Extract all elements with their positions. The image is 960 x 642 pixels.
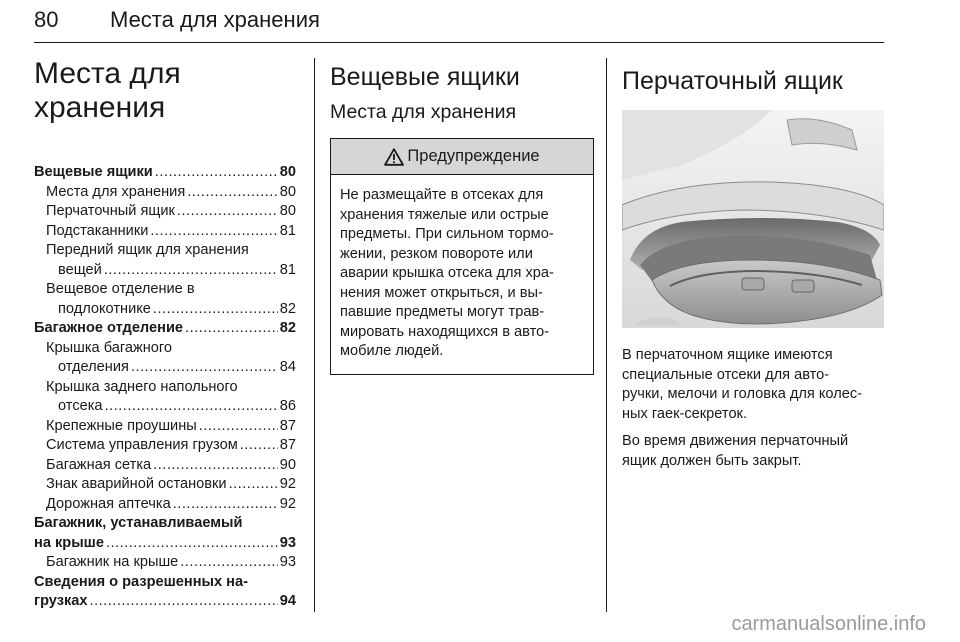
glovebox-column	[622, 66, 887, 471]
toc-entry-roof-rack-system[interactable]: Багажник, устанавливаемый на крыше ..... 93	[34, 514, 296, 553]
toc-entry-warning-triangle[interactable]: Знак аварийной остановки ..... 92	[34, 475, 296, 495]
warning-title: Предупреждение	[407, 147, 540, 165]
toc-entry-lashing-eyes[interactable]: Крепежные проушины ..... 87	[34, 417, 296, 437]
toc-entry-storage-places[interactable]: Места для хранения ..... 80	[34, 183, 296, 203]
warning-text: Не размещайте в отсеках для хранения тяжелые или острые предметы. При сильном тормо- жении, резком повороте или аварии крышка отсека для хра- нения может открыться, и вы- павшие предметы могут трав- мировать находящихся в авто- мобиле людей.	[340, 187, 554, 359]
chapter-title-line-2: хранения	[34, 91, 166, 124]
toc-entry-front-storage[interactable]: Передний ящик для хранения вещей ..... 81	[34, 241, 296, 280]
chapter-title-line-1: Места для	[34, 57, 181, 90]
page-number: 80	[34, 7, 59, 32]
toc-entry-load-cover[interactable]: Крышка багажного отделения ..... 84	[34, 339, 296, 378]
chapter-title	[34, 57, 296, 125]
toc-entry-first-aid-kit[interactable]: Дорожная аптечка ..... 92	[34, 495, 296, 515]
toc-entry-roof-rack[interactable]: Багажник на крыше ..... 93	[34, 553, 296, 573]
watermark: carmanualsonline.info	[731, 613, 926, 635]
chapter-contents-column	[34, 57, 296, 612]
warning-triangle-icon	[384, 148, 404, 166]
toc-entry-load-compartment[interactable]: Багажное отделение ..... 82	[34, 319, 296, 339]
column-divider-1	[314, 58, 315, 612]
toc-entry-storage-compartments[interactable]: Вещевые ящики ..... 80	[34, 163, 296, 183]
column-divider-2	[606, 58, 607, 612]
glovebox-paragraph-2: Во время движения перчаточный ящик должен быть закрыт.	[622, 433, 849, 469]
glovebox-paragraph-1: В перчаточном ящике имеются специальные отсеки для авто- ручки, мелочи и головка для колес- ных гаек-секреток.	[622, 347, 862, 422]
toc-entry-armrest-storage[interactable]: Вещевое отделение в подлокотнике ..... 82	[34, 280, 296, 319]
toc-entry-cargo-net[interactable]: Багажная сетка ..... 90	[34, 456, 296, 476]
toc-entry-glovebox[interactable]: Перчаточный ящик ..... 80	[34, 202, 296, 222]
glovebox-photo	[622, 110, 884, 328]
warning-header	[331, 139, 593, 175]
toc-entry-cupholders[interactable]: Подстаканники ..... 81	[34, 222, 296, 242]
section-column	[330, 62, 592, 375]
toc-entry-loading-information[interactable]: Сведения о разрешенных на- грузках ..... 94	[34, 573, 296, 612]
toc-entry-load-management[interactable]: Система управления грузом ..... 87	[34, 436, 296, 456]
section-title: Вещевые ящики	[330, 63, 520, 91]
toc-entry-rear-floor-cover[interactable]: Крышка заднего напольного отсека ..... 86	[34, 378, 296, 417]
header-rule	[34, 42, 884, 43]
table-of-contents	[34, 163, 296, 612]
warning-box	[330, 138, 594, 375]
subsection-title: Места для хранения	[330, 101, 517, 123]
running-header-title: Места для хранения	[110, 7, 320, 32]
glovebox-title: Перчаточный ящик	[622, 67, 843, 95]
